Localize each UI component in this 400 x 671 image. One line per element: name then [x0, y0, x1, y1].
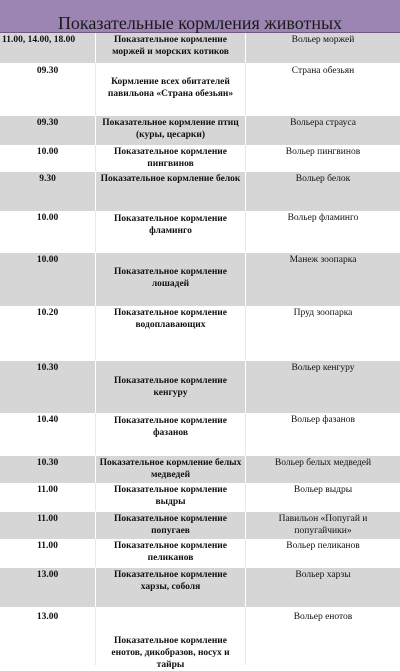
activity-cell: Показательное кормление харзы, соболя	[95, 568, 245, 607]
table-row	[0, 33, 400, 63]
activity-cell: Показательное кормление выдры	[95, 483, 245, 511]
place-cell: Вольер белых медведей	[245, 456, 400, 483]
feeding-schedule-table	[0, 33, 400, 670]
time-cell: 10.00	[36, 213, 59, 223]
time-cell: 9.30	[39, 174, 56, 184]
table-row	[0, 145, 400, 171]
table-row	[0, 360, 400, 413]
activity-cell: Показательное кормление енотов, дикобразов, носух и тайры	[95, 607, 245, 665]
activity-cell: Показательное кормление кенгуру	[95, 361, 245, 413]
table-row	[0, 171, 400, 211]
time-cell: 09.30	[36, 118, 59, 128]
time-cell: 10.00	[36, 255, 59, 265]
activity-cell: Показательное кормление фламинго	[95, 211, 245, 252]
activity-cell: Показательное кормление водоплавающих	[95, 306, 245, 360]
place-cell: Вольер выдры	[245, 483, 400, 511]
activity-cell: Показательное кормление моржей и морских котиков	[95, 33, 245, 63]
place-cell: Вольер моржей	[245, 33, 400, 63]
table-row	[0, 115, 400, 145]
table-row	[0, 63, 400, 115]
time-cell: 13.00	[36, 570, 59, 580]
place-cell: Вольер харзы	[245, 568, 400, 607]
activity-cell: Показательное кормление белок	[95, 172, 245, 211]
activity-cell: Показательное кормление пеликанов	[95, 539, 245, 567]
table-row	[0, 539, 400, 567]
activity-cell: Показательное кормление белых медведей	[95, 456, 245, 483]
place-cell: Манеж зоопарка	[245, 253, 400, 306]
place-cell: Вольер енотов	[245, 607, 400, 665]
place-cell: Пруд зоопарка	[245, 306, 400, 360]
place-cell: Вольера страуса	[245, 116, 400, 145]
place-cell: Вольер кенгуру	[245, 361, 400, 413]
time-cell: 11.00	[37, 514, 58, 524]
time-cell: 11.00	[37, 485, 58, 495]
time-cell: 10.30	[36, 458, 59, 468]
time-cell: 11.00	[37, 541, 58, 551]
table-row	[0, 306, 400, 360]
time-cell: 10.30	[36, 363, 59, 373]
activity-cell: Показательное кормление птиц (куры, цесарки)	[95, 116, 245, 145]
table-row	[0, 511, 400, 539]
time-cell: 13.00	[36, 612, 59, 622]
page-title: Показательные кормления животных	[0, 0, 400, 33]
time-cell: 10.40	[36, 415, 59, 425]
place-cell: Вольер фламинго	[245, 211, 400, 252]
time-cell: 10.00	[36, 147, 59, 157]
place-cell: Вольер пеликанов	[245, 539, 400, 567]
activity-cell: Показательное кормление фазанов	[95, 413, 245, 455]
table-row	[0, 413, 400, 455]
time-cell: 10.20	[36, 308, 59, 318]
table-row	[0, 483, 400, 511]
place-cell: Страна обезьян	[245, 63, 400, 115]
place-cell: Вольер фазанов	[245, 413, 400, 455]
activity-cell: Показательное кормление лошадей	[95, 253, 245, 306]
table-row	[0, 455, 400, 483]
activity-cell: Кормление всех обитателей павильона «Страна обезьян»	[95, 63, 245, 115]
place-cell: Павильон «Попугай и попугайчики»	[245, 512, 400, 539]
table-row	[0, 211, 400, 252]
activity-cell: Показательное кормление попугаев	[95, 512, 245, 539]
place-cell: Вольер пингвинов	[245, 145, 400, 171]
table-row	[0, 567, 400, 607]
table-row	[0, 607, 400, 670]
activity-cell: Показательное кормление пингвинов	[95, 145, 245, 171]
place-cell: Вольер белок	[245, 172, 400, 211]
table-row	[0, 252, 400, 306]
time-cell: 09.30	[36, 66, 59, 76]
time-cell: 11.00, 14.00, 18.00	[2, 35, 76, 45]
